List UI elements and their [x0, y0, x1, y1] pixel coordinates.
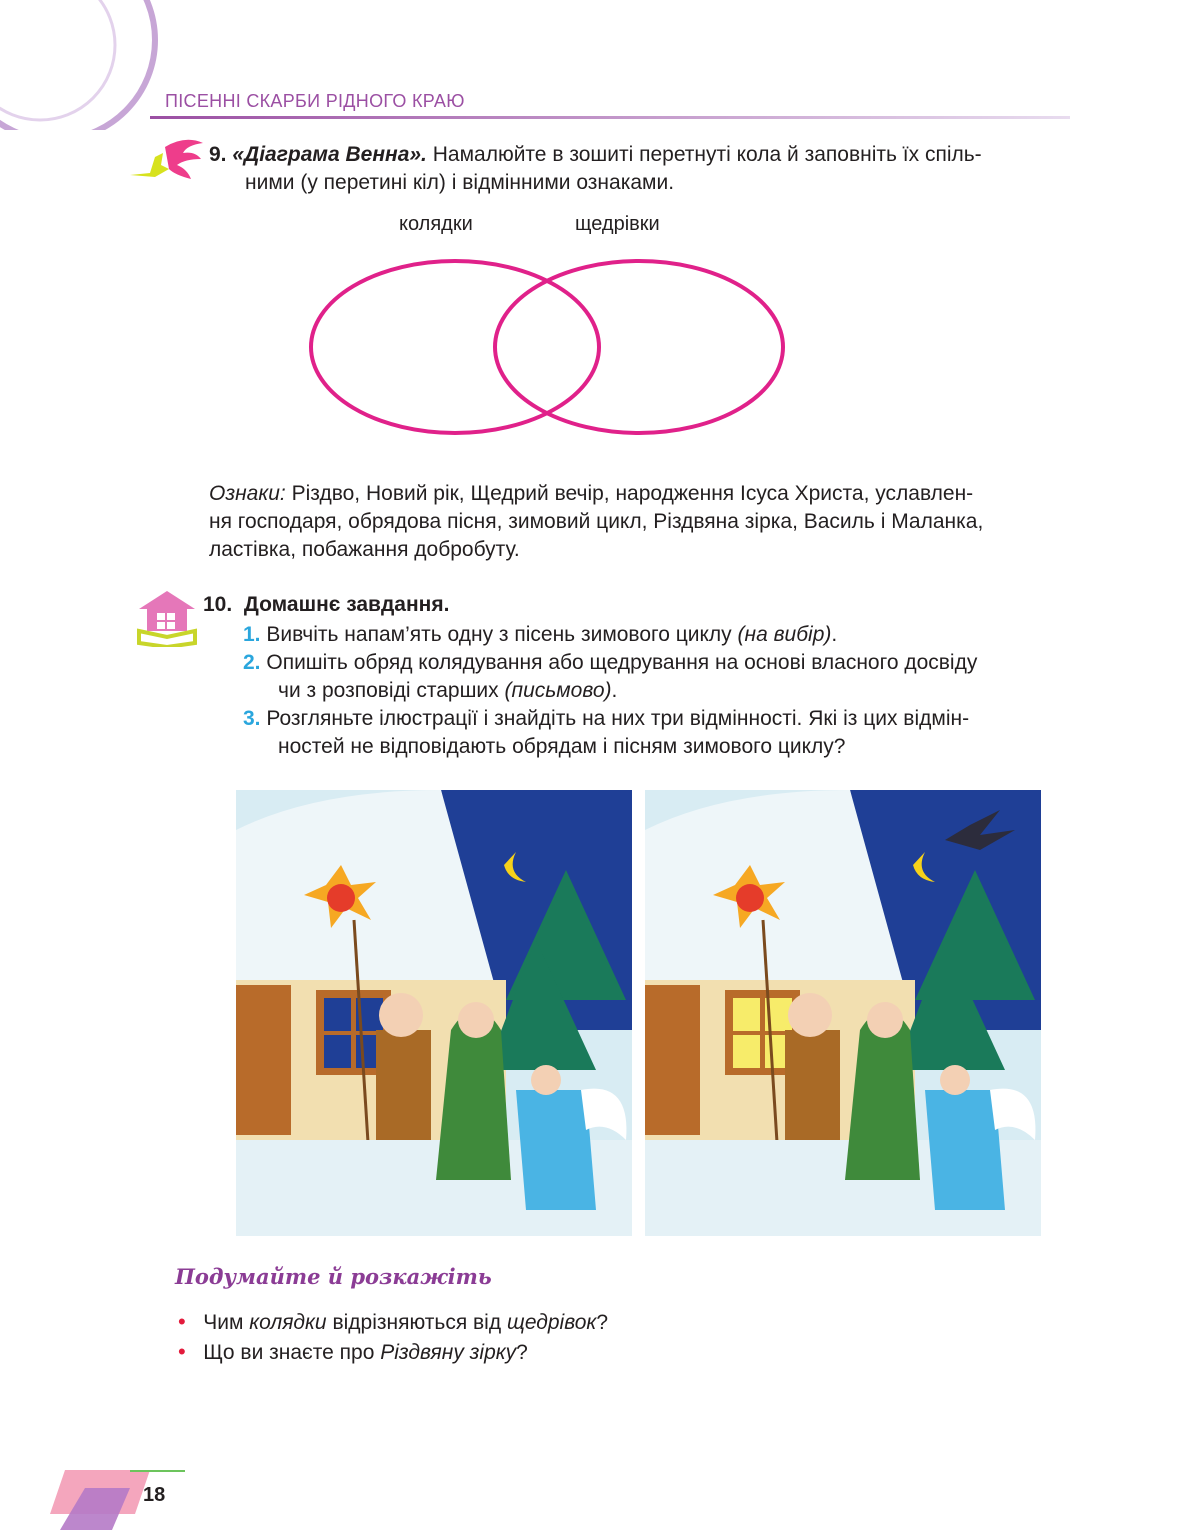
- item-text-line2: чи з розповіді старших: [278, 679, 499, 702]
- pegasus-icon: [125, 135, 205, 195]
- q2-italic-star: Різдвяну зірку: [380, 1341, 517, 1364]
- signs-label: Ознаки:: [209, 482, 286, 505]
- signs-line2: ня господаря, обрядова пісня, зимовий цикл, Різдвяна зірка, Василь і Маланка,: [209, 510, 984, 533]
- footer-decoration: [50, 1470, 190, 1530]
- task10-item-1: [243, 621, 1103, 649]
- task10-item-2-cont: [243, 677, 1103, 705]
- item-number: 2.: [243, 651, 261, 674]
- task10-title: Домашнє завдання.: [243, 593, 450, 616]
- item-text-line1: Опишіть обряд колядування або щедрування на основі власного досвіду: [266, 651, 978, 674]
- item-text-line2: ностей не відповідають обрядам і пісням зимового циклу?: [278, 735, 846, 758]
- item-tail: .: [611, 679, 618, 702]
- item-note: (письмово): [504, 679, 612, 702]
- question-1: [178, 1307, 978, 1337]
- task10-item-3: [243, 705, 1103, 733]
- think-questions: [178, 1307, 978, 1367]
- q1-part: Чим: [203, 1311, 250, 1334]
- task9: [209, 141, 1089, 197]
- item-note: (на вибір): [737, 623, 832, 646]
- q1-italic-shchedrivok: щедрівок: [506, 1311, 597, 1334]
- q2-part: ?: [516, 1341, 528, 1364]
- item-number: 3.: [243, 707, 261, 730]
- q1-italic-kolyadky: колядки: [249, 1311, 327, 1334]
- task9-title: «Діаграма Венна».: [232, 143, 427, 166]
- signs-line1: Різдво, Новий рік, Щедрий вечір, народження Ісуса Христа, уславлен-: [291, 482, 974, 505]
- venn-right-label: щедрівки: [575, 213, 660, 235]
- task9-number: 9.: [209, 143, 227, 166]
- signs-line3: ластівка, побажання добробуту.: [209, 538, 520, 561]
- item-number: 1.: [243, 623, 261, 646]
- question-2: [178, 1337, 978, 1367]
- think-title: Подумайте й розкажіть: [175, 1264, 492, 1289]
- bullet-icon: •: [178, 1339, 186, 1364]
- venn-diagram: [300, 250, 800, 445]
- home-book-icon: [135, 587, 200, 647]
- item-tail: .: [831, 623, 838, 646]
- task10-list: [243, 621, 1103, 761]
- venn-circle-right: [495, 261, 783, 433]
- item-text: Вивчіть напам’ять одну з пісень зимового циклу: [266, 623, 732, 646]
- section-title: ПІСЕННІ СКАРБИ РІДНОГО КРАЮ: [165, 91, 465, 111]
- illustration-right: [645, 790, 1041, 1236]
- venn-left-label: колядки: [399, 213, 473, 235]
- task10-number: 10.: [203, 593, 233, 616]
- q1-part: ?: [596, 1311, 609, 1334]
- q2-part: Що ви знаєте про: [203, 1341, 381, 1364]
- task9-text-line2: ними (у перетині кіл) і відмінними ознаками.: [245, 171, 675, 194]
- item-text-line1: Розгляньте ілюстрації і знайдіть на них три відмінності. Які із цих відмін-: [266, 707, 970, 730]
- venn-circle-left: [311, 261, 599, 433]
- q1-part: відрізняються від: [326, 1311, 507, 1334]
- task10-item-2: [243, 649, 1103, 677]
- illustration-left: [236, 790, 632, 1236]
- task10: [203, 591, 1083, 619]
- page-number: 18: [143, 1484, 166, 1506]
- signs-paragraph: [209, 480, 1089, 564]
- bullet-icon: •: [178, 1309, 186, 1334]
- task9-text-line1: Намалюйте в зошиті перетнуті кола й заповніть їх спіль-: [432, 143, 982, 166]
